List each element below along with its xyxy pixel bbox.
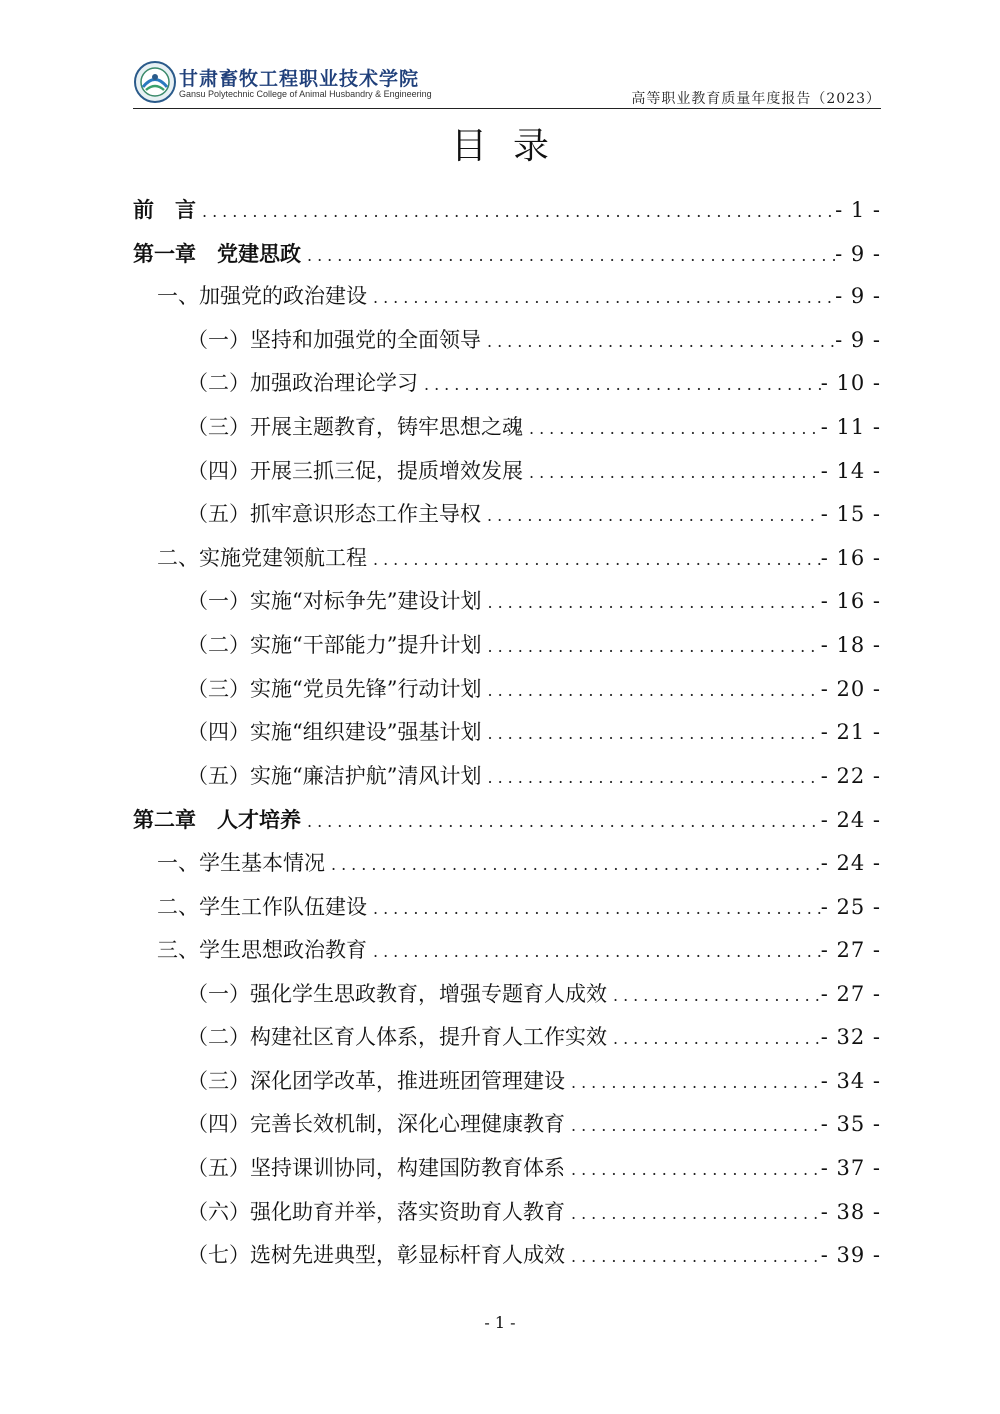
toc-entry[interactable] (133, 973, 881, 1017)
toc-entry[interactable] (133, 580, 881, 624)
dot-leader (481, 756, 820, 800)
dot-leader (367, 887, 821, 931)
dot-leader (481, 625, 820, 669)
toc-entry[interactable] (133, 319, 881, 363)
toc-entry[interactable] (133, 493, 881, 537)
toc-entry-title: （一）强化学生思政教育，增强专题育人成效 (187, 981, 607, 1006)
toc-entry[interactable] (133, 1147, 881, 1191)
toc-entry-title: （四）完善长效机制，深化心理健康教育 (187, 1112, 565, 1137)
toc-entry-title: （二）加强政治理论学习 (187, 371, 418, 396)
table-of-contents (133, 188, 881, 1278)
dot-leader (565, 1104, 821, 1148)
dot-leader (565, 1148, 821, 1192)
toc-entry-page: - 18 - (820, 632, 881, 657)
toc-entry-page: - 1 - (835, 198, 881, 222)
toc-entry[interactable] (133, 232, 881, 276)
toc-entry[interactable] (133, 362, 881, 406)
toc-entry-page: - 34 - (820, 1068, 881, 1093)
header-divider (133, 108, 881, 109)
toc-entry-page: - 37 - (820, 1156, 881, 1181)
toc-entry-page: - 24 - (820, 808, 881, 833)
toc-entry-page: - 9 - (835, 284, 881, 309)
toc-entry-page: - 22 - (820, 763, 881, 788)
toc-entry-page: - 14 - (820, 458, 881, 483)
dot-leader (325, 843, 821, 887)
dot-leader (481, 669, 820, 713)
college-emblem-icon (133, 60, 177, 104)
toc-entry-page: - 9 - (835, 327, 881, 352)
toc-entry-page: - 15 - (820, 502, 881, 527)
toc-entry-title: （一）坚持和加强党的全面领导 (187, 327, 481, 352)
toc-entry-title: （四）开展三抓三促，提质增效发展 (187, 458, 523, 483)
toc-entry[interactable] (133, 668, 881, 712)
toc-entry-title: （五）实施“廉洁护航”清风计划 (187, 763, 482, 788)
toc-entry[interactable] (133, 755, 881, 799)
toc-entry-title: （三）实施“党员先锋”行动计划 (187, 676, 482, 701)
toc-entry-page: - 25 - (820, 894, 881, 919)
dot-leader (481, 494, 821, 538)
toc-entry-page: - 10 - (820, 371, 881, 396)
toc-entry-title: （五）抓牢意识形态工作主导权 (187, 502, 481, 527)
toc-entry-title: 三、学生思想政治教育 (157, 938, 367, 963)
toc-entry[interactable] (133, 886, 881, 930)
toc-entry-title: 一、学生基本情况 (157, 850, 325, 875)
dot-leader (565, 1235, 821, 1279)
toc-entry[interactable] (133, 1060, 881, 1104)
toc-entry-page: - 38 - (820, 1199, 881, 1224)
toc-entry-page: - 20 - (820, 676, 881, 701)
dot-leader (565, 1061, 821, 1105)
toc-entry-page: - 27 - (820, 981, 881, 1006)
toc-entry-title: 第二章 人才培养 (133, 807, 301, 833)
page-number: - 1 - (484, 1313, 516, 1332)
toc-entry[interactable] (133, 537, 881, 581)
dot-leader (367, 930, 821, 974)
toc-entry-page: - 24 - (820, 850, 881, 875)
dot-leader (418, 363, 821, 407)
toc-entry-title: （二）构建社区育人体系，提升育人工作实效 (187, 1025, 607, 1050)
toc-entry[interactable] (133, 624, 881, 668)
toc-entry[interactable] (133, 1191, 881, 1235)
dot-leader (367, 276, 835, 320)
toc-entry-page: - 16 - (820, 589, 881, 614)
toc-entry-title: （三）开展主题教育，铸牢思想之魂 (187, 414, 523, 439)
toc-entry[interactable] (133, 406, 881, 450)
toc-entry-title: （五）坚持课训协同，构建国防教育体系 (187, 1156, 565, 1181)
toc-entry[interactable] (133, 1103, 881, 1147)
toc-entry[interactable] (133, 1234, 881, 1278)
toc-entry-title: （七）选树先进典型，彰显标杆育人成效 (187, 1243, 565, 1268)
toc-entry[interactable] (133, 929, 881, 973)
toc-entry-title: 一、加强党的政治建设 (157, 284, 367, 309)
toc-entry-page: - 21 - (820, 720, 881, 745)
toc-entry-page: - 9 - (835, 241, 881, 266)
dot-leader (523, 407, 821, 451)
report-title: 高等职业教育质量年度报告（2023） (631, 91, 881, 107)
toc-entry-title: （四）实施“组织建设”强基计划 (187, 720, 482, 745)
toc-entry-page: - 27 - (820, 938, 881, 963)
dot-leader (301, 800, 821, 844)
toc-entry[interactable] (133, 798, 881, 842)
toc-entry[interactable] (133, 1016, 881, 1060)
toc-entry-page: - 11 - (820, 414, 881, 439)
toc-entry[interactable] (133, 188, 881, 232)
toc-entry-title: （一）实施“对标争先”建设计划 (187, 589, 482, 614)
school-name-en: Gansu Polytechnic College of Animal Husbandry & Engineering (179, 89, 432, 99)
toc-entry-title: （二）实施“干部能力”提升计划 (187, 632, 482, 657)
dot-leader (565, 1192, 821, 1236)
toc-title: 目录 (450, 126, 575, 167)
toc-entry-page: - 16 - (820, 545, 881, 570)
dot-leader (607, 1017, 821, 1061)
dot-leader (481, 581, 820, 625)
dot-leader (607, 974, 821, 1018)
dot-leader (196, 190, 835, 234)
toc-entry-title: 二、学生工作队伍建设 (157, 894, 367, 919)
toc-entry-page: - 39 - (820, 1243, 881, 1268)
toc-entry-page: - 32 - (820, 1025, 881, 1050)
page-header (133, 58, 881, 108)
toc-entry[interactable] (133, 842, 881, 886)
toc-entry[interactable] (133, 450, 881, 494)
dot-leader (481, 320, 835, 364)
dot-leader (481, 712, 820, 756)
toc-entry-title: 第一章 党建思政 (133, 240, 301, 266)
toc-entry-title: 二、实施党建领航工程 (157, 545, 367, 570)
school-name-cn: 甘肃畜牧工程职业技术学院 (179, 68, 420, 90)
toc-entry-page: - 35 - (820, 1112, 881, 1137)
toc-entry[interactable] (133, 275, 881, 319)
dot-leader (523, 451, 821, 495)
dot-leader (301, 234, 835, 278)
toc-entry-title: （三）深化团学改革，推进班团管理建设 (187, 1068, 565, 1093)
dot-leader (367, 538, 821, 582)
toc-entry[interactable] (133, 711, 881, 755)
toc-entry-title: （六）强化助育并举，落实资助育人教育 (187, 1199, 565, 1224)
toc-entry-title: 前 言 (133, 197, 196, 222)
